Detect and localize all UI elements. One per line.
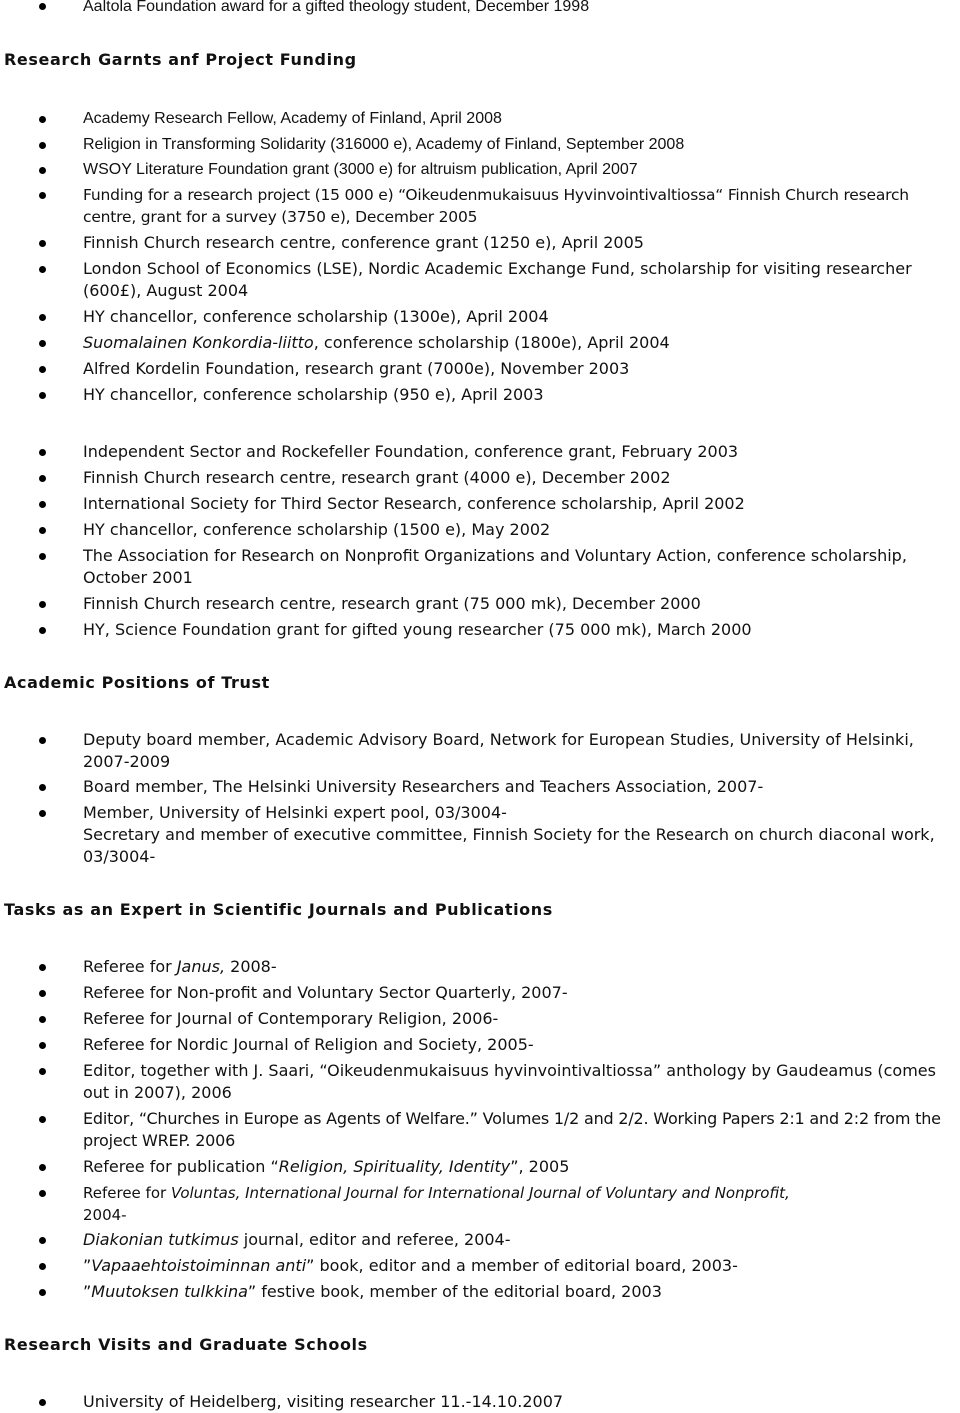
- bullet: [39, 392, 46, 399]
- item-text: Referee for: [83, 957, 177, 976]
- list-item: Board member, The Helsinki University Researchers and Teachers Association, 2007-: [83, 777, 764, 796]
- list-item: Finnish Church research centre, conference grant (1250 e), April 2005: [83, 233, 644, 252]
- list-item: Referee for Nordic Journal of Religion and Society, 2005-: [83, 1035, 534, 1054]
- bullet: [39, 1016, 46, 1023]
- journal-name-italic: Voluntas, International Journal for International Journal of Voluntary and Nonprofit,: [170, 1184, 790, 1202]
- list-item: Independent Sector and Rockefeller Foundation, conference grant, February 2003: [83, 442, 739, 461]
- list-item: Alfred Kordelin Foundation, research grant (7000e), November 2003: [83, 359, 630, 378]
- list-item: [83, 1156, 960, 1178]
- item-text: , conference scholarship (1800e), April 2004: [313, 333, 670, 352]
- bullet: [39, 1042, 46, 1049]
- bullet: [39, 1237, 46, 1244]
- list-item: [83, 1182, 960, 1226]
- bullet: [39, 990, 46, 997]
- item-text: 2008-: [225, 957, 277, 976]
- item-text: ” festive book, member of the editorial board, 2003: [247, 1282, 662, 1301]
- item-line: Secretary and member of executive committee, Finnish Society for the Research on church diaconal work, 03/3004-: [83, 825, 935, 866]
- list-item: The Association for Research on Nonprofit Organizations and Voluntary Action, conference scholarship, October 2001: [83, 546, 907, 587]
- bullet: [39, 142, 46, 149]
- list-item: Aaltola Foundation award for a gifted theology student, December 1998: [83, 0, 590, 15]
- list-item: [83, 332, 960, 354]
- list-item: Funding for a research project (15 000 e) “Oikeudenmukaisuus Hyvinvointivaltiossa“ Finnish Church research centre, grant for a survey (3750 e), December 2005: [83, 186, 909, 226]
- list-item: [83, 956, 960, 978]
- list-item: Deputy board member, Academic Advisory Board, Network for European Studies, University of Helsinki, 2007-2009: [83, 730, 914, 771]
- list-item: Referee for Non-profit and Voluntary Sector Quarterly, 2007-: [83, 983, 568, 1002]
- bullet: [39, 1164, 46, 1171]
- item-text: Referee for publication “: [83, 1157, 279, 1176]
- list-item: HY chancellor, conference scholarship (950 e), April 2003: [83, 385, 544, 404]
- list-item: Finnish Church research centre, research grant (4000 e), December 2002: [83, 468, 671, 487]
- item-text: ”: [83, 1282, 92, 1301]
- bullet: [39, 501, 46, 508]
- list-item: Referee for Journal of Contemporary Religion, 2006-: [83, 1009, 499, 1028]
- bullet: [39, 167, 46, 174]
- bullet: [39, 1190, 46, 1197]
- section-heading-visits: Research Visits and Graduate Schools: [4, 1335, 368, 1354]
- section-heading-positions: Academic Positions of Trust: [4, 673, 270, 692]
- list-item: HY chancellor, conference scholarship (1500 e), May 2002: [83, 520, 551, 539]
- book-name-italic: Vapaaehtoistoiminnan anti: [91, 1256, 307, 1275]
- item-text: journal, editor and referee, 2004-: [238, 1230, 511, 1249]
- bullet: [39, 784, 46, 791]
- list-item: [83, 1281, 960, 1303]
- bullet: [39, 810, 46, 817]
- bullet: [39, 366, 46, 373]
- bullet: [39, 192, 46, 199]
- bullet: [39, 266, 46, 273]
- bullet: [39, 475, 46, 482]
- bullet: [39, 314, 46, 321]
- bullet: [39, 3, 46, 10]
- list-item: [83, 1229, 960, 1251]
- list-item: Religion in Transforming Solidarity (316000 e), Academy of Finland, September 2008: [83, 136, 685, 153]
- bullet: [39, 964, 46, 971]
- bullet: [39, 1116, 46, 1123]
- list-item: Editor, together with J. Saari, “Oikeudenmukaisuus hyvinvointivaltiossa” anthology by Gaudeamus (comes out in 2007), 2006: [83, 1061, 936, 1102]
- list-item: [83, 1255, 960, 1277]
- item-line: 2004-: [83, 1206, 127, 1224]
- item-text: Referee for: [83, 1184, 171, 1202]
- list-item: HY, Science Foundation grant for gifted young researcher (75 000 mk), March 2000: [83, 620, 752, 639]
- list-item: International Society for Third Sector Research, conference scholarship, April 2002: [83, 494, 745, 513]
- publication-name-italic: Religion, Spirituality, Identity: [278, 1157, 511, 1176]
- org-name-italic: Suomalainen Konkordia-liitto: [83, 333, 314, 352]
- book-name-italic: Muutoksen tulkkina: [91, 1282, 248, 1301]
- list-item: London School of Economics (LSE), Nordic Academic Exchange Fund, scholarship for visiting researcher (600£), August 2004: [83, 259, 912, 300]
- item-text: ”, 2005: [510, 1157, 570, 1176]
- journal-name-italic: Janus,: [176, 957, 226, 976]
- bullet: [39, 1399, 46, 1406]
- list-item: Editor, “Churches in Europe as Agents of Welfare.” Volumes 1/2 and 2/2. Working Papers 2:1 and 2:2 from the project WREP. 2006: [83, 1109, 941, 1150]
- bullet: [39, 737, 46, 744]
- bullet: [39, 340, 46, 347]
- bullet: [39, 527, 46, 534]
- bullet: [39, 553, 46, 560]
- item-text: ”: [83, 1256, 92, 1275]
- bullet: [39, 627, 46, 634]
- bullet: [39, 1289, 46, 1296]
- bullet: [39, 449, 46, 456]
- list-item: Finnish Church research centre, research grant (75 000 mk), December 2000: [83, 594, 701, 613]
- section-heading-tasks: Tasks as an Expert in Scientific Journals and Publications: [4, 900, 553, 919]
- list-item: WSOY Literature Foundation grant (3000 e) for altruism publication, April 2007: [83, 161, 638, 178]
- item-text: ” book, editor and a member of editorial board, 2003-: [306, 1256, 738, 1275]
- bullet: [39, 1068, 46, 1075]
- bullet: [39, 601, 46, 608]
- item-line: [83, 1182, 960, 1204]
- list-item: [83, 802, 960, 868]
- bullet: [39, 240, 46, 247]
- journal-name-italic: Diakonian tutkimus: [83, 1230, 239, 1249]
- list-item: HY chancellor, conference scholarship (1300e), April 2004: [83, 307, 549, 326]
- bullet: [39, 1263, 46, 1270]
- bullet: [39, 116, 46, 123]
- list-item: Academy Research Fellow, Academy of Finland, April 2008: [83, 110, 502, 127]
- section-heading-funding: Research Garnts anf Project Funding: [4, 50, 357, 69]
- item-line: Member, University of Helsinki expert pool, 03/3004-: [83, 803, 507, 822]
- list-item: University of Heidelberg, visiting researcher 11.-14.10.2007: [83, 1392, 564, 1411]
